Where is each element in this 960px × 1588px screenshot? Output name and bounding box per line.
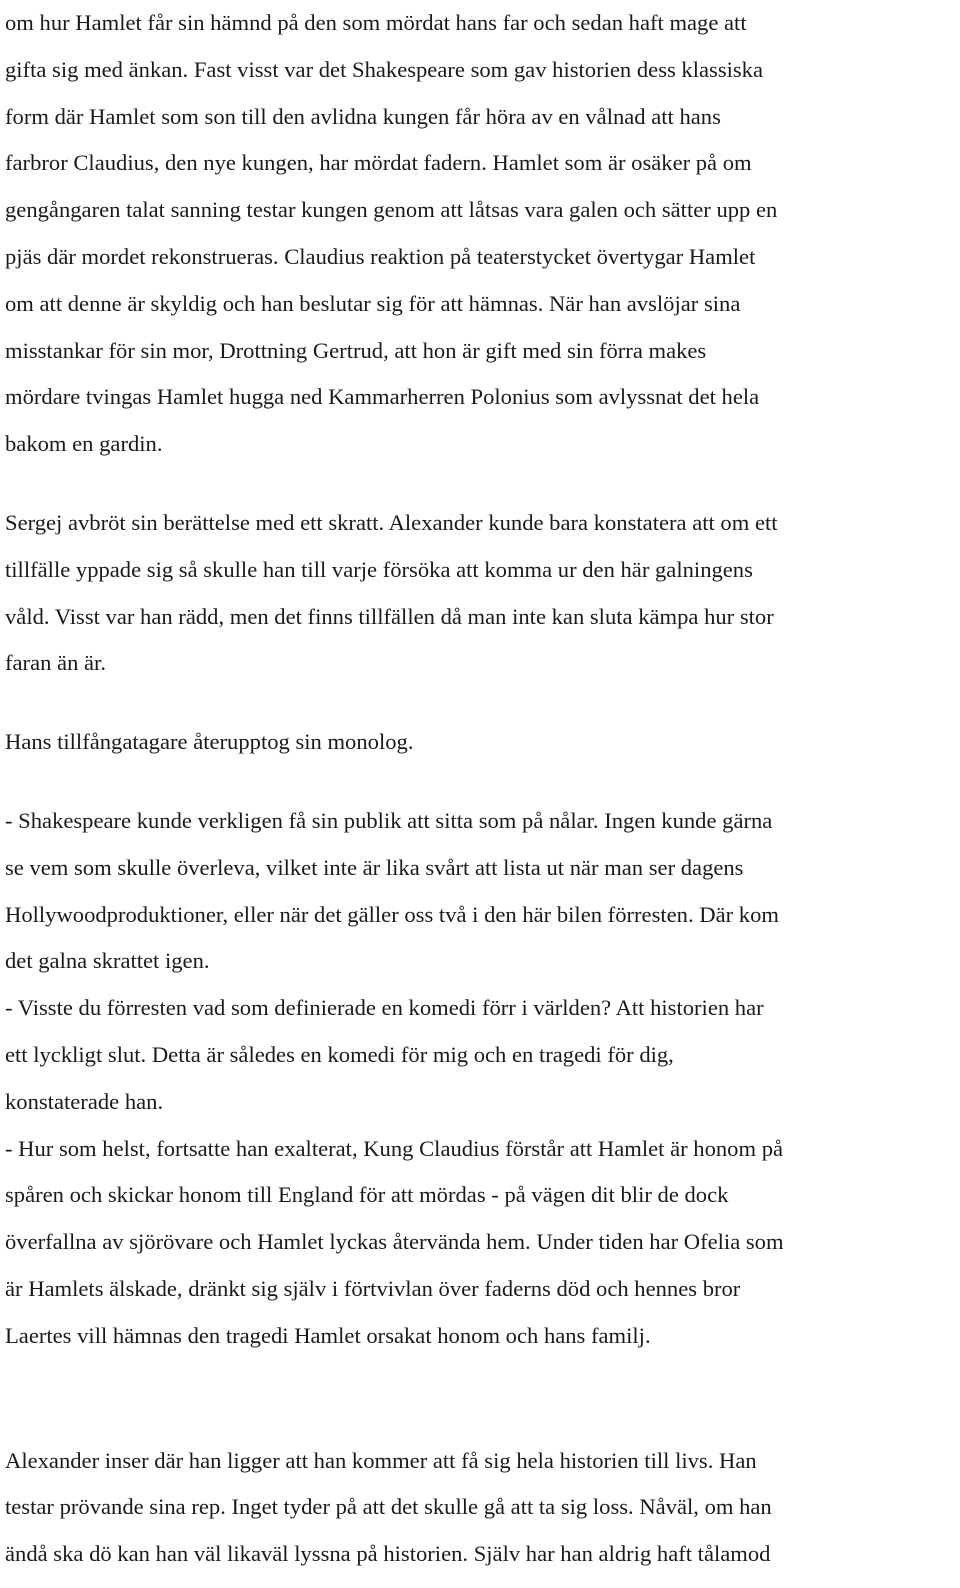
text-line: se vem som skulle överleva, vilket inte är lika svårt att lista ut när man ser dagens — [5, 854, 744, 880]
paragraph-3 — [5, 719, 953, 766]
paragraph-spacer — [5, 1360, 953, 1438]
text-line: - Visste du förresten vad som definierade en komedi förr i världen? Att historien har — [5, 995, 764, 1021]
text-line: ett lyckligt slut. Detta är således en komedi för mig och en tragedi för dig, — [5, 1041, 674, 1067]
paragraph-spacer — [5, 766, 953, 798]
text-line: farbror Claudius, den nye kungen, har mördat fadern. Hamlet som är osäker på om — [5, 150, 752, 176]
paragraph-1 — [5, 0, 953, 468]
text-line: ändå ska dö kan han väl likaväl lyssna på historien. Själv har han aldrig haft tålamod — [5, 1541, 771, 1567]
text-line: - Hur som helst, fortsatte han exalterat, Kung Claudius förstår att Hamlet är honom på — [5, 1135, 784, 1161]
text-line: våld. Visst var han rädd, men det finns tillfällen då man inte kan sluta kämpa hur stor — [5, 603, 774, 629]
paragraph-5 — [5, 1438, 953, 1578]
text-line: testar prövande sina rep. Inget tyder på att det skulle gå att ta sig loss. Nåväl, om han — [5, 1494, 772, 1520]
text-line: Laertes vill hämnas den tragedi Hamlet orsakat honom och hans familj. — [5, 1322, 651, 1348]
text-line: överfallna av sjörövare och Hamlet lyckas återvända hem. Under tiden har Ofelia som — [5, 1229, 784, 1255]
text-line: mördare tvingas Hamlet hugga ned Kammarherren Polonius som avlyssnat det hela — [5, 384, 760, 410]
document-page — [5, 0, 953, 1578]
text-line: är Hamlets älskade, dränkt sig själv i förtvivlan över faderns död och hennes bror — [5, 1275, 741, 1301]
text-line: pjäs där mordet rekonstrueras. Claudius reaktion på teaterstycket övertygar Hamlet — [5, 243, 756, 269]
paragraph-2 — [5, 500, 953, 687]
text-line: tillfälle yppade sig så skulle han till varje försöka att komma ur den här galningens — [5, 556, 753, 582]
paragraph-4 — [5, 798, 953, 1360]
text-line: Hollywoodproduktioner, eller när det gäller oss två i den här bilen förresten. Där kom — [5, 901, 779, 927]
text-line: det galna skrattet igen. — [5, 948, 210, 974]
text-line: Hans tillfångatagare återupptog sin monolog. — [5, 729, 414, 755]
text-line: form där Hamlet som son till den avlidna kungen får höra av en vålnad att hans — [5, 103, 721, 129]
text-line: spåren och skickar honom till England för att mördas - på vägen dit blir de dock — [5, 1182, 729, 1208]
paragraph-spacer — [5, 687, 953, 719]
text-line: misstankar för sin mor, Drottning Gertrud, att hon är gift med sin förra makes — [5, 337, 707, 363]
paragraph-spacer — [5, 468, 953, 500]
text-line: - Shakespeare kunde verkligen få sin publik att sitta som på nålar. Ingen kunde gärna — [5, 807, 773, 833]
text-line: om hur Hamlet får sin hämnd på den som mördat hans far och sedan haft mage att — [5, 10, 747, 35]
text-line: gifta sig med änkan. Fast visst var det Shakespeare som gav historien dess klassiska — [5, 56, 764, 82]
text-line: gengångaren talat sanning testar kungen genom att låtsas vara galen och sätter upp en — [5, 197, 778, 223]
text-line: bakom en gardin. — [5, 431, 163, 457]
text-line: om att denne är skyldig och han beslutar sig för att hämnas. När han avslöjar sina — [5, 290, 741, 316]
text-line: Alexander inser där han ligger att han kommer att få sig hela historien till livs. Han — [5, 1447, 757, 1473]
text-line: Sergej avbröt sin berättelse med ett skratt. Alexander kunde bara konstatera att om ett — [5, 509, 778, 535]
text-line: konstaterade han. — [5, 1088, 164, 1114]
text-line: faran än är. — [5, 650, 106, 676]
